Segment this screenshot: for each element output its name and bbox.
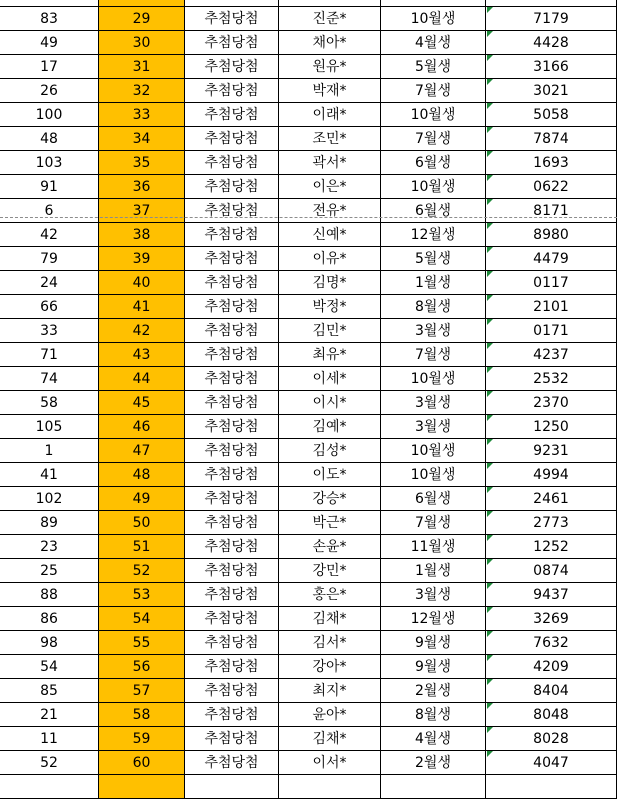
cell-code[interactable]: 4209: [486, 655, 617, 679]
number-stored-as-text-indicator-icon: [487, 247, 493, 253]
cell-seq[interactable]: 71: [0, 343, 99, 367]
cell-draw-number[interactable]: 53: [99, 583, 185, 607]
number-stored-as-text-indicator-icon: [487, 679, 493, 685]
cell-result[interactable]: 추첨당첨: [185, 511, 279, 535]
cell-seq[interactable]: 89: [0, 511, 99, 535]
cell-draw-number[interactable]: 34: [99, 127, 185, 151]
cell-result[interactable]: 추첨당첨: [185, 439, 279, 463]
cell-result[interactable]: 추첨당첨: [185, 7, 279, 31]
cell-name[interactable]: 강아*: [279, 655, 381, 679]
number-stored-as-text-indicator-icon: [487, 151, 493, 157]
cell-draw-number[interactable]: 43: [99, 343, 185, 367]
number-stored-as-text-indicator-icon: [487, 487, 493, 493]
cell-seq[interactable]: 86: [0, 607, 99, 631]
cell-birth-month[interactable]: 11월생: [381, 535, 486, 559]
number-stored-as-text-indicator-icon: [487, 511, 493, 517]
cell-birth-month[interactable]: 10월생: [381, 175, 486, 199]
cell-draw-number[interactable]: 38: [99, 223, 185, 247]
cell-name[interactable]: 최지*: [279, 679, 381, 703]
cell-seq[interactable]: 25: [0, 559, 99, 583]
cell-code[interactable]: 4047: [486, 751, 617, 775]
table-row: [0, 223, 617, 247]
cell-code[interactable]: [486, 775, 617, 799]
cell-birth-month[interactable]: 10월생: [381, 367, 486, 391]
cell-code[interactable]: 0874: [486, 559, 617, 583]
cell-code[interactable]: 1250: [486, 415, 617, 439]
cell-result[interactable]: 추첨당첨: [185, 199, 279, 223]
cell-result[interactable]: 추첨당첨: [185, 127, 279, 151]
table-row: [0, 55, 617, 79]
cell-birth-month[interactable]: 10월생: [381, 7, 486, 31]
cell-seq[interactable]: 54: [0, 655, 99, 679]
cell-code[interactable]: 3269: [486, 607, 617, 631]
cell-draw-number[interactable]: 52: [99, 559, 185, 583]
cell-result[interactable]: 추첨당첨: [185, 751, 279, 775]
number-stored-as-text-indicator-icon: [487, 319, 493, 325]
cell-birth-month[interactable]: 10월생: [381, 463, 486, 487]
cell-draw-number[interactable]: 37: [99, 199, 185, 223]
cell-code[interactable]: 8171: [486, 199, 617, 223]
cell-draw-number[interactable]: 60: [99, 751, 185, 775]
cell-name[interactable]: 곽서*: [279, 151, 381, 175]
cell-seq[interactable]: 103: [0, 151, 99, 175]
cell-seq[interactable]: 98: [0, 631, 99, 655]
cell-birth-month[interactable]: 9월생: [381, 631, 486, 655]
cell-birth-month[interactable]: 7월생: [381, 127, 486, 151]
cell-name[interactable]: 김성*: [279, 439, 381, 463]
cell-result[interactable]: 추첨당첨: [185, 415, 279, 439]
cell-seq[interactable]: 85: [0, 679, 99, 703]
cell-birth-month[interactable]: 4월생: [381, 727, 486, 751]
cell-code[interactable]: 4428: [486, 31, 617, 55]
cell-birth-month[interactable]: 8월생: [381, 703, 486, 727]
cell-birth-month[interactable]: 9월생: [381, 655, 486, 679]
table-row: [0, 79, 617, 103]
cell-name[interactable]: 김명*: [279, 271, 381, 295]
cell-draw-number[interactable]: 44: [99, 367, 185, 391]
table-row: [0, 247, 617, 271]
number-stored-as-text-indicator-icon: [487, 631, 493, 637]
cell-draw-number[interactable]: 58: [99, 703, 185, 727]
cell-name[interactable]: 채아*: [279, 31, 381, 55]
number-stored-as-text-indicator-icon: [487, 343, 493, 349]
cell-code[interactable]: 3166: [486, 55, 617, 79]
cell-draw-number[interactable]: 29: [99, 7, 185, 31]
cell-seq[interactable]: 6: [0, 199, 99, 223]
number-stored-as-text-indicator-icon: [487, 223, 493, 229]
cell-draw-number[interactable]: 51: [99, 535, 185, 559]
cell-result[interactable]: 추첨당첨: [185, 631, 279, 655]
cell-name[interactable]: 최유*: [279, 343, 381, 367]
cell-draw-number[interactable]: 57: [99, 679, 185, 703]
cell-draw-number[interactable]: 50: [99, 511, 185, 535]
cell-draw-number[interactable]: 39: [99, 247, 185, 271]
cell-birth-month[interactable]: 10월생: [381, 103, 486, 127]
cell-code[interactable]: 4237: [486, 343, 617, 367]
cell-draw-number[interactable]: 49: [99, 487, 185, 511]
number-stored-as-text-indicator-icon: [487, 535, 493, 541]
cell-result[interactable]: 추첨당첨: [185, 151, 279, 175]
cell-name[interactable]: 신예*: [279, 223, 381, 247]
cell-code[interactable]: 8980: [486, 223, 617, 247]
table-row: [0, 439, 617, 463]
cell-name[interactable]: [279, 775, 381, 799]
number-stored-as-text-indicator-icon: [487, 7, 493, 13]
cell-code[interactable]: 3021: [486, 79, 617, 103]
cell-name[interactable]: 이시*: [279, 391, 381, 415]
cell-seq[interactable]: 49: [0, 31, 99, 55]
table-row: [0, 295, 617, 319]
cell-birth-month[interactable]: 2월생: [381, 679, 486, 703]
number-stored-as-text-indicator-icon: [487, 703, 493, 709]
table-row: [0, 103, 617, 127]
cell-result[interactable]: 추첨당첨: [185, 31, 279, 55]
cell-seq[interactable]: 24: [0, 271, 99, 295]
table-row: [0, 703, 617, 727]
cell-seq[interactable]: 11: [0, 727, 99, 751]
number-stored-as-text-indicator-icon: [487, 391, 493, 397]
page-break-line: [0, 217, 617, 218]
table-row: [0, 679, 617, 703]
cell-draw-number[interactable]: 40: [99, 271, 185, 295]
cell-code[interactable]: 2773: [486, 511, 617, 535]
cell-result[interactable]: 추첨당첨: [185, 727, 279, 751]
number-stored-as-text-indicator-icon: [487, 415, 493, 421]
cell-draw-number[interactable]: 32: [99, 79, 185, 103]
cell-result[interactable]: 추첨당첨: [185, 463, 279, 487]
cell-name[interactable]: 전유*: [279, 199, 381, 223]
cell-code[interactable]: 2370: [486, 391, 617, 415]
cell-seq[interactable]: 21: [0, 703, 99, 727]
cell-code[interactable]: 9231: [486, 439, 617, 463]
cell-seq[interactable]: 74: [0, 367, 99, 391]
number-stored-as-text-indicator-icon: [487, 439, 493, 445]
cell-name[interactable]: 강민*: [279, 559, 381, 583]
cell-draw-number[interactable]: 54: [99, 607, 185, 631]
cell-draw-number[interactable]: 55: [99, 631, 185, 655]
cell-seq[interactable]: 48: [0, 127, 99, 151]
cell-seq[interactable]: 100: [0, 103, 99, 127]
cell-seq[interactable]: [0, 0, 99, 7]
cell-birth-month[interactable]: 10월생: [381, 439, 486, 463]
cell-result[interactable]: 추첨당첨: [185, 583, 279, 607]
table-row: [0, 391, 617, 415]
cell-name[interactable]: 조민*: [279, 127, 381, 151]
cell-name[interactable]: 박정*: [279, 295, 381, 319]
cell-seq[interactable]: 42: [0, 223, 99, 247]
cell-code[interactable]: 5058: [486, 103, 617, 127]
number-stored-as-text-indicator-icon: [487, 55, 493, 61]
cell-code[interactable]: 7874: [486, 127, 617, 151]
cell-result[interactable]: 추첨당첨: [185, 487, 279, 511]
cell-name[interactable]: 진준*: [279, 7, 381, 31]
cell-name[interactable]: 강승*: [279, 487, 381, 511]
cell-draw-number[interactable]: 41: [99, 295, 185, 319]
table-row: [0, 367, 617, 391]
cell-code[interactable]: 2101: [486, 295, 617, 319]
cell-seq[interactable]: 41: [0, 463, 99, 487]
number-stored-as-text-indicator-icon: [487, 199, 493, 205]
number-stored-as-text-indicator-icon: [487, 559, 493, 565]
cell-result[interactable]: 추첨당첨: [185, 535, 279, 559]
table-row: [0, 655, 617, 679]
cell-result[interactable]: 추첨당첨: [185, 55, 279, 79]
cell-draw-number[interactable]: 45: [99, 391, 185, 415]
cell-code[interactable]: 8028: [486, 727, 617, 751]
number-stored-as-text-indicator-icon: [487, 463, 493, 469]
cell-result[interactable]: 추첨당첨: [185, 247, 279, 271]
table-row: [0, 127, 617, 151]
table-row: [0, 583, 617, 607]
table-row: [0, 415, 617, 439]
cell-seq[interactable]: 33: [0, 319, 99, 343]
cell-draw-number[interactable]: 46: [99, 415, 185, 439]
cell-name[interactable]: 박근*: [279, 511, 381, 535]
cell-code[interactable]: 4479: [486, 247, 617, 271]
cell-draw-number[interactable]: 36: [99, 175, 185, 199]
cell-seq[interactable]: [0, 775, 99, 799]
cell-name[interactable]: 원유*: [279, 55, 381, 79]
cell-draw-number[interactable]: 48: [99, 463, 185, 487]
number-stored-as-text-indicator-icon: [487, 103, 493, 109]
cell-draw-number[interactable]: 35: [99, 151, 185, 175]
cell-result[interactable]: 추첨당첨: [185, 559, 279, 583]
cell-code[interactable]: 2532: [486, 367, 617, 391]
cell-result[interactable]: 추첨당첨: [185, 79, 279, 103]
cell-result[interactable]: 추첨당첨: [185, 223, 279, 247]
cell-seq[interactable]: 105: [0, 415, 99, 439]
cell-birth-month[interactable]: 7월생: [381, 511, 486, 535]
table-row: [0, 7, 617, 31]
cell-seq[interactable]: 23: [0, 535, 99, 559]
table-row: [0, 631, 617, 655]
cell-birth-month[interactable]: 3월생: [381, 391, 486, 415]
cell-draw-number[interactable]: 31: [99, 55, 185, 79]
number-stored-as-text-indicator-icon: [487, 127, 493, 133]
cell-draw-number[interactable]: 42: [99, 319, 185, 343]
cell-seq[interactable]: 91: [0, 175, 99, 199]
number-stored-as-text-indicator-icon: [487, 271, 493, 277]
cell-birth-month[interactable]: [381, 775, 486, 799]
cell-result[interactable]: 추첨당첨: [185, 367, 279, 391]
table-row: [0, 343, 617, 367]
cell-code[interactable]: 0171: [486, 319, 617, 343]
number-stored-as-text-indicator-icon: [487, 727, 493, 733]
cell-draw-number[interactable]: [99, 775, 185, 799]
number-stored-as-text-indicator-icon: [487, 583, 493, 589]
cell-name[interactable]: 김민*: [279, 319, 381, 343]
cell-code[interactable]: [486, 0, 617, 7]
cell-result[interactable]: 추첨당첨: [185, 271, 279, 295]
cell-code[interactable]: 1252: [486, 535, 617, 559]
cell-seq[interactable]: 79: [0, 247, 99, 271]
table-row: [0, 463, 617, 487]
cell-result[interactable]: 추첨당첨: [185, 175, 279, 199]
table-row: [0, 0, 617, 7]
table-row: [0, 175, 617, 199]
cell-birth-month[interactable]: 1월생: [381, 559, 486, 583]
table-row: [0, 199, 617, 223]
cell-seq[interactable]: 1: [0, 439, 99, 463]
cell-name[interactable]: 이서*: [279, 751, 381, 775]
cell-seq[interactable]: 52: [0, 751, 99, 775]
cell-result[interactable]: 추첨당첨: [185, 319, 279, 343]
cell-birth-month[interactable]: 7월생: [381, 343, 486, 367]
table-row: [0, 727, 617, 751]
cell-draw-number[interactable]: 47: [99, 439, 185, 463]
table-row: [0, 151, 617, 175]
cell-draw-number[interactable]: 33: [99, 103, 185, 127]
number-stored-as-text-indicator-icon: [487, 31, 493, 37]
cell-birth-month[interactable]: [381, 0, 486, 7]
cell-birth-month[interactable]: 6월생: [381, 487, 486, 511]
cell-birth-month[interactable]: 8월생: [381, 295, 486, 319]
cell-result[interactable]: 추첨당첨: [185, 679, 279, 703]
number-stored-as-text-indicator-icon: [487, 607, 493, 613]
cell-seq[interactable]: 102: [0, 487, 99, 511]
cell-name[interactable]: 이유*: [279, 247, 381, 271]
cell-name[interactable]: 박재*: [279, 79, 381, 103]
cell-code[interactable]: 2461: [486, 487, 617, 511]
cell-birth-month[interactable]: 7월생: [381, 79, 486, 103]
cell-result[interactable]: 추첨당첨: [185, 295, 279, 319]
cell-name[interactable]: 윤아*: [279, 703, 381, 727]
cell-name[interactable]: 김서*: [279, 631, 381, 655]
cell-result[interactable]: 추첨당첨: [185, 607, 279, 631]
number-stored-as-text-indicator-icon: [487, 79, 493, 85]
table-row: [0, 751, 617, 775]
cell-result[interactable]: 추첨당첨: [185, 103, 279, 127]
cell-seq[interactable]: 88: [0, 583, 99, 607]
cell-code[interactable]: 0117: [486, 271, 617, 295]
cell-name[interactable]: 이래*: [279, 103, 381, 127]
number-stored-as-text-indicator-icon: [487, 295, 493, 301]
cell-birth-month[interactable]: 3월생: [381, 319, 486, 343]
table-row: [0, 559, 617, 583]
cell-result[interactable]: 추첨당첨: [185, 391, 279, 415]
cell-code[interactable]: 9437: [486, 583, 617, 607]
cell-birth-month[interactable]: 1월생: [381, 271, 486, 295]
cell-name[interactable]: 김채*: [279, 727, 381, 751]
cell-name[interactable]: 김채*: [279, 607, 381, 631]
cell-code[interactable]: 4994: [486, 463, 617, 487]
cell-code[interactable]: 7179: [486, 7, 617, 31]
cell-code[interactable]: 0622: [486, 175, 617, 199]
cell-birth-month[interactable]: 5월생: [381, 55, 486, 79]
cell-result[interactable]: [185, 775, 279, 799]
cell-code[interactable]: 8404: [486, 679, 617, 703]
cell-result[interactable]: [185, 0, 279, 7]
cell-result[interactable]: 추첨당첨: [185, 655, 279, 679]
cell-seq[interactable]: 58: [0, 391, 99, 415]
cell-draw-number[interactable]: [99, 0, 185, 7]
cell-seq[interactable]: 66: [0, 295, 99, 319]
cell-birth-month[interactable]: 3월생: [381, 415, 486, 439]
cell-name[interactable]: 이도*: [279, 463, 381, 487]
cell-result[interactable]: 추첨당첨: [185, 343, 279, 367]
cell-birth-month[interactable]: 6월생: [381, 151, 486, 175]
cell-birth-month[interactable]: 5월생: [381, 247, 486, 271]
cell-code[interactable]: 1693: [486, 151, 617, 175]
cell-draw-number[interactable]: 30: [99, 31, 185, 55]
cell-seq[interactable]: 26: [0, 79, 99, 103]
number-stored-as-text-indicator-icon: [487, 655, 493, 661]
cell-result[interactable]: 추첨당첨: [185, 703, 279, 727]
cell-code[interactable]: 7632: [486, 631, 617, 655]
number-stored-as-text-indicator-icon: [487, 751, 493, 757]
cell-name[interactable]: [279, 0, 381, 7]
cell-name[interactable]: 손윤*: [279, 535, 381, 559]
cell-name[interactable]: 김예*: [279, 415, 381, 439]
number-stored-as-text-indicator-icon: [487, 175, 493, 181]
cell-seq[interactable]: 83: [0, 7, 99, 31]
cell-birth-month[interactable]: 4월생: [381, 31, 486, 55]
cell-draw-number[interactable]: 59: [99, 727, 185, 751]
cell-birth-month[interactable]: 6월생: [381, 199, 486, 223]
table-row: [0, 319, 617, 343]
cell-birth-month[interactable]: 2월생: [381, 751, 486, 775]
cell-birth-month[interactable]: 3월생: [381, 583, 486, 607]
table-row: [0, 31, 617, 55]
table-row: [0, 511, 617, 535]
table-row: [0, 775, 617, 799]
table-row: [0, 271, 617, 295]
cell-name[interactable]: 홍은*: [279, 583, 381, 607]
cell-birth-month[interactable]: 12월생: [381, 223, 486, 247]
table-row: [0, 487, 617, 511]
cell-code[interactable]: 8048: [486, 703, 617, 727]
cell-name[interactable]: 이은*: [279, 175, 381, 199]
cell-name[interactable]: 이세*: [279, 367, 381, 391]
cell-seq[interactable]: 17: [0, 55, 99, 79]
cell-draw-number[interactable]: 56: [99, 655, 185, 679]
number-stored-as-text-indicator-icon: [487, 367, 493, 373]
table-row: [0, 607, 617, 631]
cell-birth-month[interactable]: 12월생: [381, 607, 486, 631]
table-row: [0, 535, 617, 559]
